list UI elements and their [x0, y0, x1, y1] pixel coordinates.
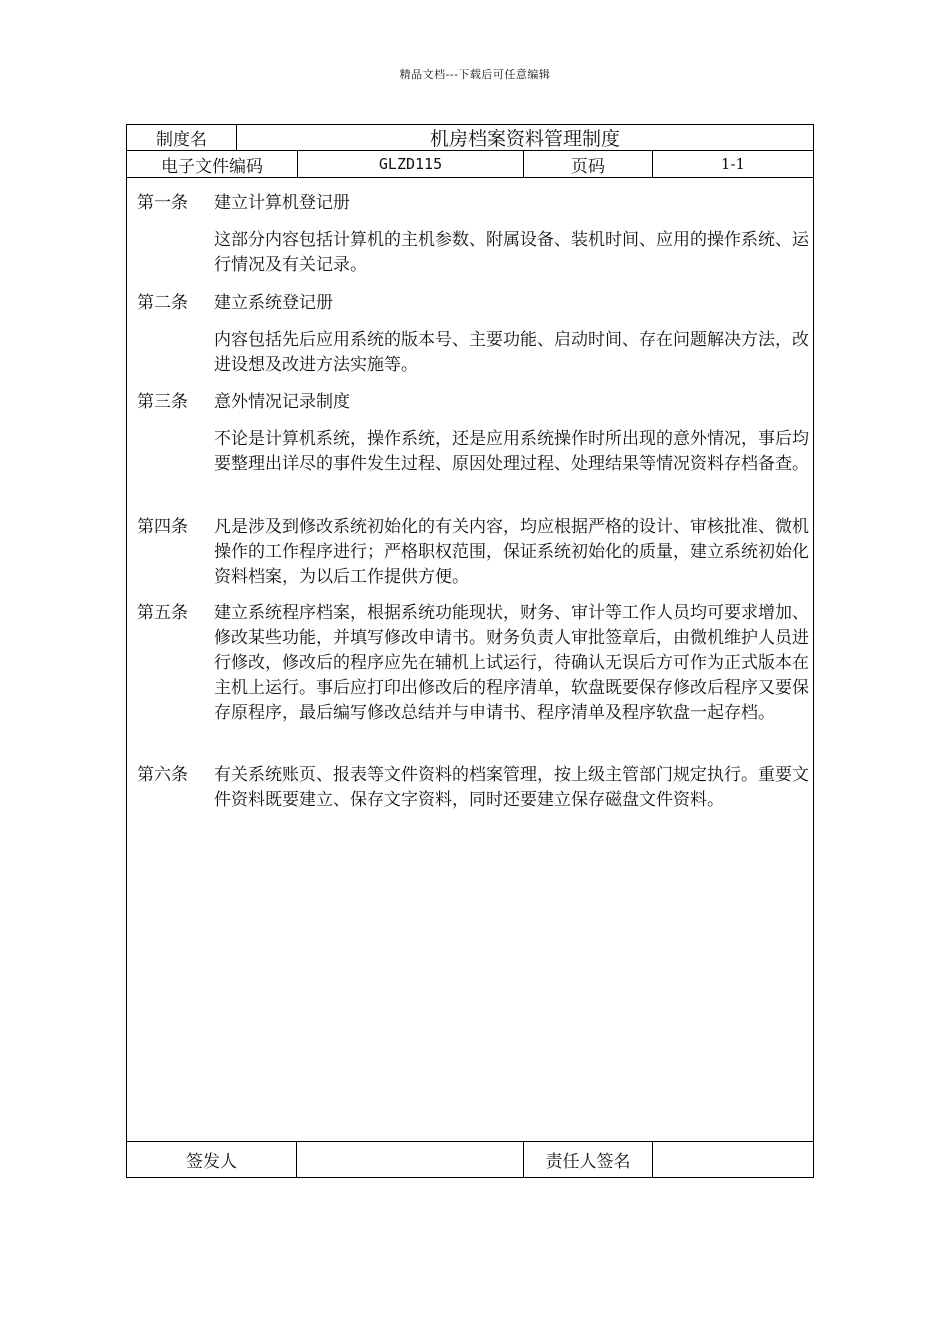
code-row	[127, 151, 813, 178]
article-2	[137, 291, 809, 378]
article-1	[137, 191, 809, 278]
article-label: 第二条	[137, 293, 188, 313]
responsible-label-cell	[524, 1142, 653, 1177]
issuer-signature-field	[297, 1142, 524, 1177]
article-title: 建立计算机登记册	[214, 193, 350, 213]
code-label: 电子文件编码	[161, 156, 263, 177]
article-body: 不论是计算机系统，操作系统，还是应用系统操作时所出现的意外情况，事后均要整理出详尽的事件发生过程、原因处理过程、处理结果等情况资料存档备查。	[214, 429, 809, 474]
document-title: 机房档案资料管理制度	[429, 128, 620, 150]
name-label-cell	[127, 125, 237, 150]
title-row	[127, 125, 813, 151]
article-text: 建立系统程序档案，根据系统功能现状，财务、审计等工作人员均可要求增加、修改某些功能，并填写修改申请书。财务负责人审批签章后，由微机维护人员进行修改，修改后的程序应先在辅机上试运行，待确认无误后方可作为正式版本在主机上运行。事后应打印出修改后的程序清单，软盘既要保存修改后程序又要保存原程序，最后编写修改总结并与申请书、程序清单及程序软盘一起存档。	[214, 603, 809, 723]
article-label: 第一条	[137, 193, 188, 213]
article-text: 凡是涉及到修改系统初始化的有关内容，均应根据严格的设计、审核批准、微机操作的工作程序进行；严格职权范围，保证系统初始化的质量，建立系统初始化资料档案，为以后工作提供方便。	[214, 517, 809, 587]
page-label-cell	[524, 151, 653, 177]
regulation-table	[126, 124, 814, 1178]
page-label: 页码	[571, 156, 605, 177]
regulation-content	[127, 178, 813, 1142]
page-header: 精品文档---下载后可任意编辑	[399, 68, 551, 81]
article-label: 第三条	[137, 392, 188, 412]
article-title: 建立系统登记册	[214, 293, 333, 313]
article-4	[137, 515, 809, 590]
code-value: GLZD115	[378, 155, 443, 173]
name-label: 制度名	[156, 130, 207, 150]
name-value-cell	[237, 125, 813, 150]
article-text: 有关系统账页、报表等文件资料的档案管理，按上级主管部门规定执行。重要文件资料既要建立、保存文字资料，同时还要建立保存磁盘文件资料。	[214, 765, 809, 810]
article-label: 第五条	[137, 603, 188, 623]
article-6	[137, 763, 809, 813]
article-label: 第六条	[137, 765, 188, 785]
issuer-label: 签发人	[186, 1152, 237, 1172]
responsible-signature-field	[653, 1142, 813, 1177]
article-label: 第四条	[137, 517, 188, 537]
article-5	[137, 601, 809, 726]
responsible-label: 责任人签名	[545, 1152, 631, 1172]
article-title: 意外情况记录制度	[214, 392, 350, 412]
article-body: 内容包括先后应用系统的版本号、主要功能、启动时间、存在问题解决方法，改进设想及改进方法实施等。	[214, 330, 809, 375]
code-label-cell	[127, 151, 298, 177]
page-value-cell	[653, 151, 813, 177]
article-3	[137, 390, 809, 477]
issuer-label-cell	[127, 1142, 297, 1177]
signature-row	[127, 1142, 813, 1177]
code-value-cell	[298, 151, 524, 177]
article-body: 这部分内容包括计算机的主机参数、附属设备、装机时间、应用的操作系统、运行情况及有关记录。	[214, 230, 809, 275]
page-value: 1-1	[720, 155, 746, 173]
